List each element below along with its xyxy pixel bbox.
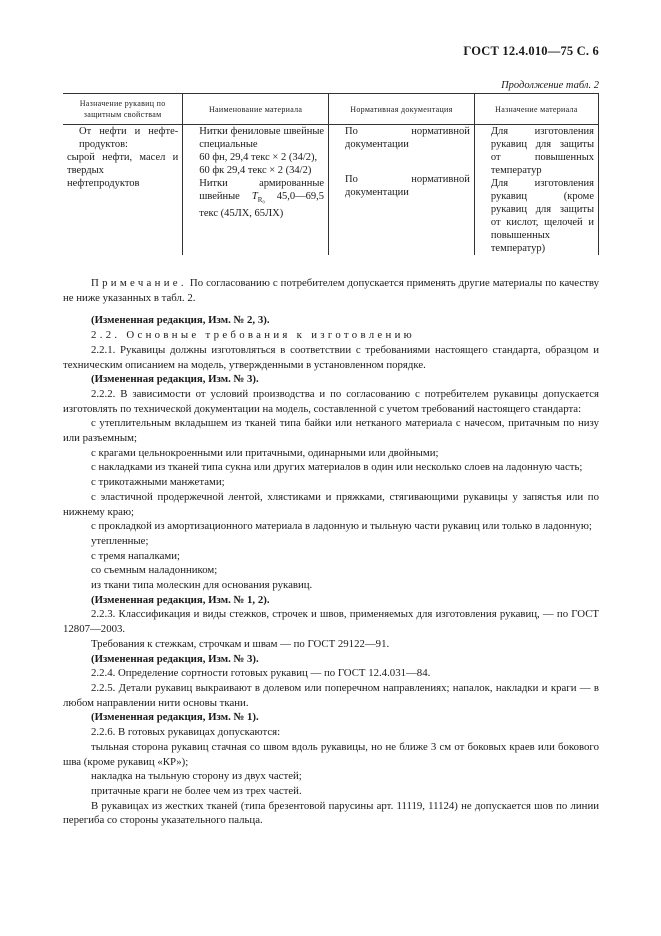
- materials-table: [63, 93, 599, 255]
- list-item: с крагами цельнокроенными или притачными, одинарными или двойными;: [91, 446, 439, 459]
- text-fragment: 45,0—69,5 текс (45ЛХ, 65ЛХ): [199, 191, 325, 220]
- list-item: с тремя напалками;: [91, 549, 180, 562]
- cell-text: По нормативной документации: [345, 126, 470, 150]
- list-item: тыльная сторона рукавиц стачная со швом вдоль рукавицы, но не ближе 3 см от боковых краев или бокового шва (кроме рукавиц «КР»);: [63, 740, 599, 768]
- list-item: со съемным наладонником;: [91, 564, 218, 577]
- column-header-purpose: Назначение рукавиц по защитным свойствам: [63, 94, 183, 125]
- table-row: [63, 125, 599, 256]
- list-item: притачные краги не более чем из трех частей.: [91, 784, 302, 797]
- section-heading: 2.2. Основные требования к изготовлению: [91, 329, 416, 342]
- cell-text: сырой нефти, масел и твердых нефтепродуктов: [67, 152, 179, 189]
- cell-text: 60 фн, 29,4 текс × 2 (34/2),: [199, 152, 318, 163]
- paragraph: 2.2.4. Определение сортности готовых рукавиц — по ГОСТ 12.4.031—84.: [91, 667, 431, 680]
- cell-purpose: [63, 125, 183, 256]
- document-body: [63, 276, 599, 828]
- cell-text: От нефти и нефте-продуктов:: [79, 126, 179, 150]
- amendment-note: (Измененная редакция, Изм. № 1).: [91, 711, 259, 724]
- table-header-row: [63, 94, 599, 125]
- amendment-note: (Измененная редакция, Изм. № 2, 3).: [91, 314, 270, 327]
- paragraph: 2.2.5. Детали рукавиц выкраивают в долевом или поперечном направлениях; напалок, накладки и краги — в любом направлении нити основы ткани.: [63, 681, 599, 709]
- cell-documentation: [329, 125, 475, 256]
- list-item: с эластичной продержечной лентой, хлястиками и пряжками, стягивающими рукавицы у запястья или по нижнему краю;: [63, 490, 599, 518]
- paragraph: 2.2.2. В зависимости от условий производства и по согласованию с потребителем рукавицы допускается изготовлять по технической документации на модель, составленной с учетом требований настоящего стандарта:: [63, 387, 599, 415]
- table-continuation-label: Продолжение табл. 2: [501, 80, 599, 91]
- list-item: накладка на тыльную сторону из двух частей;: [91, 770, 302, 783]
- list-item: с прокладкой из амортизационного материала в ладонную и тыльную части рукавиц или только в ладонную;: [91, 520, 592, 533]
- amendment-note: (Измененная редакция, Изм. № 1, 2).: [91, 593, 270, 606]
- math-symbol: T: [251, 191, 258, 202]
- paragraph: 2.2.1. Рукавицы должны изготовляться в соответствии с требованиями настоящего стандарта, образцом и техническим описанием на модель, утвержденными в установленном порядке.: [63, 343, 599, 371]
- paragraph: Требования к стежкам, строчкам и швам — по ГОСТ 29122—91.: [91, 637, 390, 650]
- amendment-note: (Измененная редакция, Изм. № 3).: [91, 652, 259, 665]
- column-header-material-purpose: Назначение материала: [474, 94, 598, 125]
- cell-text: Нитки фениловые швейные специальные: [199, 126, 325, 150]
- paragraph: В рукавицах из жестких тканей (типа брезентовой парусины арт. 11119, 11124) не допускается шов по линии перегиба со стороны указательного пальца.: [63, 799, 599, 827]
- cell-material-purpose: [474, 125, 598, 256]
- cell-text: Для изготовления рукавиц (кроме рукавиц для защиты от кислот, щелочей и повышенных температур): [490, 178, 594, 254]
- math-subscript: R₀: [257, 196, 265, 205]
- cell-text: Для изготовления рукавиц для защиты от повышенных температур: [490, 126, 594, 176]
- amendment-note: (Измененная редакция, Изм. № 3).: [91, 373, 259, 386]
- cell-text: 60 фк 29,4 текс × 2 (34/2): [199, 165, 312, 176]
- page-header: ГОСТ 12.4.010—75 С. 6: [463, 44, 599, 58]
- cell-material: [183, 125, 329, 256]
- note-text: По согласованию с потребителем допускается применять другие материалы по качеству не ниже указанных в табл. 2.: [63, 277, 599, 304]
- paragraph: 2.2.6. В готовых рукавицах допускаются:: [91, 726, 281, 739]
- cell-text: По нормативной документации: [345, 174, 470, 198]
- column-header-material: Наименование материала: [183, 94, 329, 125]
- note-label: Примечание.: [91, 277, 187, 289]
- table-note: [63, 276, 599, 305]
- list-item: с накладками из тканей типа сукна или других материалов в один или несколько слоев на ладонную часть;: [91, 461, 583, 474]
- column-header-documentation: Нормативная документация: [329, 94, 475, 125]
- list-item: утепленные;: [91, 534, 149, 547]
- list-item: с трикотажными манжетами;: [91, 476, 225, 489]
- list-item: с утеплительным вкладышем из тканей типа байки или нетканого материала с начесом, притачным по низу или разъемным;: [63, 417, 599, 445]
- list-item: из ткани типа молескин для основания рукавиц.: [91, 579, 313, 592]
- cell-text: [187, 177, 324, 220]
- text-fragment: Нитки армированные швейные: [199, 178, 325, 202]
- paragraph: 2.2.3. Классификация и виды стежков, строчек и швов, применяемых для изготовления рукавиц, — по ГОСТ 12807—2003.: [63, 608, 599, 636]
